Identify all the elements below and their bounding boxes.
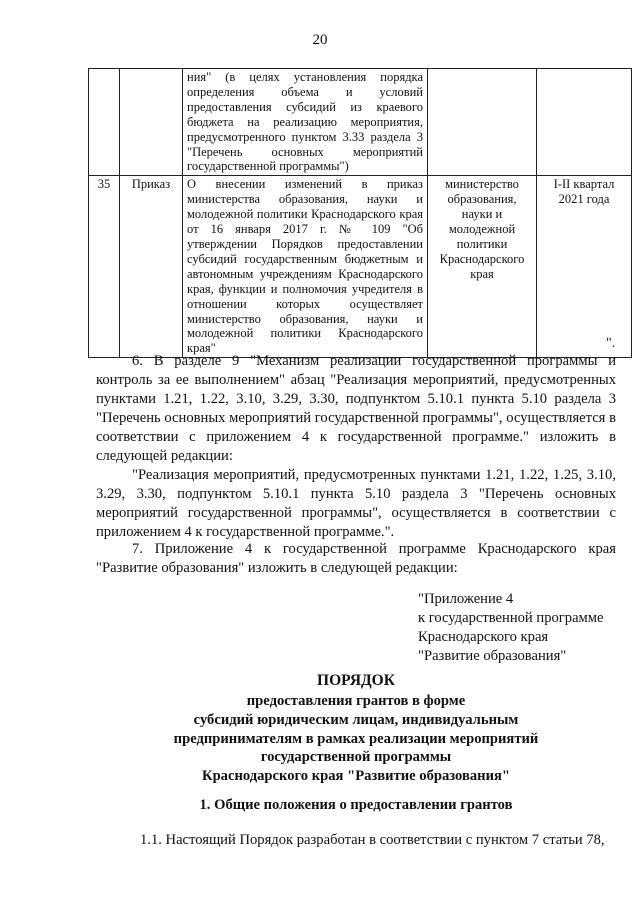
period-cell: I-II квартал 2021 года <box>537 176 632 358</box>
document-type-cell <box>120 69 183 176</box>
measures-table <box>88 68 632 358</box>
order-subtitle-line: государственной программы <box>260 749 452 766</box>
appendix-line: Краснодарского края <box>418 629 549 645</box>
table-row <box>89 176 632 358</box>
developer-cell: министерство образования, науки и молодежной политики Краснодарского края <box>428 176 537 358</box>
order-subtitle-line: предпринимателям в рамках реализации мероприятий <box>173 730 539 747</box>
page-number: 20 <box>312 32 328 48</box>
appendix-line: "Развитие образования" <box>418 648 567 664</box>
order-title: ПОРЯДОК <box>317 672 395 689</box>
order-subtitle-line: предоставления грантов в форме <box>246 693 466 709</box>
section-heading: 1. Общие положения о предоставлении грантов <box>199 797 513 813</box>
order-subtitle <box>96 692 616 786</box>
order-subtitle-line: Краснодарского края "Развитие образования" <box>201 768 510 785</box>
row-number-cell <box>89 69 120 176</box>
appendix-line: "Приложение 4 <box>418 591 514 607</box>
paragraph-7: 7. Приложение 4 к государственной программе Краснодарского края "Развитие образования" изложить в следующей редакции: <box>96 541 616 577</box>
appendix-line: к государственной программе <box>418 610 604 626</box>
table-closing-mark: ". <box>606 336 616 351</box>
row-number-cell: 35 <box>89 176 120 358</box>
appendix-header <box>418 590 604 666</box>
period-cell <box>537 69 632 176</box>
order-subtitle-line: субсидий юридическим лицам, индивидуальным <box>193 711 519 728</box>
table-row <box>89 69 632 176</box>
developer-cell <box>428 69 537 176</box>
document-title-cell: О внесении изменений в приказ министерства образования, науки и молодежной политики Краснодарского края от 16 января 2017 г. № 109 "Об утверждении Порядков предоставлении субсидий государственным бюджетным и автономным учреждениям Краснодарского края, функции и полномочия учредителя в отношении которых осуществляет министерство образования, науки и молодежной политики Краснодарского края" <box>183 176 428 358</box>
paragraph-6-quote: "Реализация мероприятий, предусмотренных пунктами 1.21, 1.22, 1.25, 3.10, 3.29, 3.30, подпунктом 5.10.1 пункта 5.10 раздела 3 "Перечень основных мероприятий государственной программы", осуществляется в соответствии с приложением 4 к государственной программе.". <box>96 467 616 541</box>
clause-1-1: 1.1. Настоящий Порядок разработан в соответствии с пунктом 7 статьи 78, <box>140 832 605 848</box>
document-type-cell: Приказ <box>120 176 183 358</box>
document-title-cell: ния" (в целях установления порядка определения объема и условий предоставления субсидий из краевого бюджета на реализацию мероприятия, предусмотренного пунктом 3.33 раздела 3 "Перечень основных мероприятий государственной программы") <box>183 69 428 176</box>
paragraph-6: 6. В разделе 9 "Механизм реализации государственной программы и контроль за ее выполнением" абзац "Реализация мероприятий, предусмотренных пунктами 1.21, 1.22, 3.10, 3.29, 3.30, подпунктом 5.10.1 пункта 5.10 раздела 3 "Перечень основных мероприятий государственной программы", осуществляется в соответствии с приложением 4 к государственной программе." изложить в следующей редакции: <box>96 353 616 465</box>
